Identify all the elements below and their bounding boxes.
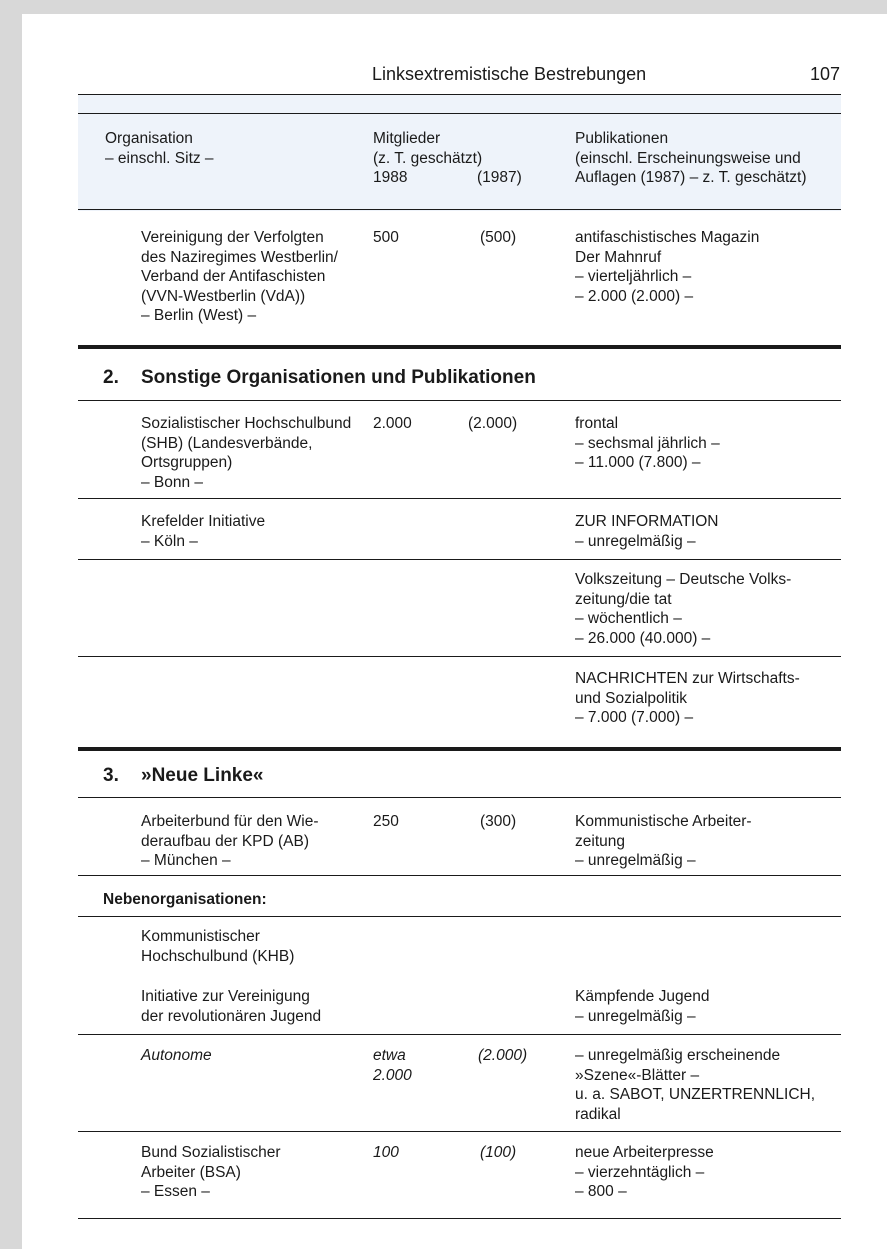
column-header-year-1987: (1987) xyxy=(477,169,522,186)
table-header-top-rule xyxy=(78,113,841,114)
org-krefelder-initiative: Krefelder Initiative – Köln – xyxy=(141,513,266,550)
row-rule xyxy=(78,1034,841,1035)
section-3-title-rule xyxy=(78,797,841,798)
section-3-number: 3. xyxy=(103,765,119,786)
running-head: Linksextremistische Bestrebungen xyxy=(372,64,647,84)
members-1987-bsa: (100) xyxy=(480,1144,517,1161)
row-rule xyxy=(78,656,841,657)
members-1987-autonome: (2.000) xyxy=(478,1047,528,1064)
publication-neue-arbeiterpresse: neue Arbeiterpresse – vierzehntäglich – – 800 – xyxy=(575,1144,714,1200)
section-3-rule xyxy=(78,747,841,751)
section-3-title: »Neue Linke« xyxy=(141,765,264,786)
column-header-publikationen: Publikationen (einschl. Erscheinungsweise und Auflagen (1987) – z. T. geschätzt) xyxy=(575,130,807,186)
org-arbeiterbund-kpd: Arbeiterbund für den Wie- deraufbau der KPD (AB) – München – xyxy=(141,813,319,869)
publication-der-mahnruf: antifaschistisches Magazin Der Mahnruf – vierteljährlich – – 2.000 (2.000) – xyxy=(575,229,760,305)
nebenorganisationen-heading: Nebenorganisationen: xyxy=(103,891,267,908)
members-1987-vvn: (500) xyxy=(480,229,517,246)
column-header-organisation: Organisation – einschl. Sitz – xyxy=(105,130,214,167)
section-2-title-rule xyxy=(78,400,841,401)
table-bottom-rule xyxy=(78,1218,841,1219)
org-khb: Kommunistischer Hochschulbund (KHB) xyxy=(141,928,295,965)
section-2-rule xyxy=(78,345,841,349)
row-rule xyxy=(78,1131,841,1132)
org-initiative-revolutionaere-jugend: Initiative zur Vereinigung der revolutionären Jugend xyxy=(141,988,322,1025)
org-bsa: Bund Sozialistischer Arbeiter (BSA) – Essen – xyxy=(141,1144,281,1200)
nebenorganisationen-rule xyxy=(78,916,841,917)
org-autonome: Autonome xyxy=(141,1047,212,1064)
table-header-bottom-rule xyxy=(78,209,841,210)
row-rule xyxy=(78,559,841,560)
org-shb: Sozialistischer Hochschulbund (SHB) (Landesverbände, Ortsgruppen) – Bonn – xyxy=(141,415,352,491)
members-1988-ab: 250 xyxy=(373,813,399,830)
org-vvn-westberlin: Vereinigung der Verfolgten des Naziregimes Westberlin/ Verband der Antifaschisten (VVN-Westberlin (VdA)) – Berlin (West) – xyxy=(141,229,338,324)
members-1987-ab: (300) xyxy=(480,813,517,830)
page-number: 107 xyxy=(810,64,841,84)
publication-zur-information: ZUR INFORMATION – unregelmäßig – xyxy=(575,513,719,550)
members-1988-vvn: 500 xyxy=(373,229,399,246)
members-1988-shb: 2.000 xyxy=(373,415,412,432)
members-1988-autonome: etwa 2.000 xyxy=(373,1047,412,1084)
publication-nachrichten: NACHRICHTEN zur Wirtschafts- und Sozialpolitik – 7.000 (7.000) – xyxy=(575,670,800,726)
publication-frontal: frontal – sechsmal jährlich – – 11.000 (7.800) – xyxy=(575,415,720,471)
members-1988-bsa: 100 xyxy=(373,1144,399,1161)
column-header-year-1988: 1988 xyxy=(373,169,408,186)
publication-kommunistische-arbeiterzeitung: Kommunistische Arbeiter- zeitung – unregelmäßig – xyxy=(575,813,752,869)
members-1987-shb: (2.000) xyxy=(468,415,518,432)
publication-kaempfende-jugend: Kämpfende Jugend – unregelmäßig – xyxy=(575,988,710,1025)
row-rule xyxy=(78,498,841,499)
section-2-number: 2. xyxy=(103,367,119,388)
publication-volkszeitung: Volkszeitung – Deutsche Volks- zeitung/die tat – wöchentlich – – 26.000 (40.000) – xyxy=(575,571,792,647)
publication-szene-blaetter: – unregelmäßig erscheinende »Szene«-Blätter – u. a. SABOT, UNZERTRENNLICH, radikal xyxy=(575,1047,816,1123)
column-header-mitglieder: Mitglieder (z. T. geschätzt) xyxy=(373,130,483,167)
section-2-title: Sonstige Organisationen und Publikationen xyxy=(141,367,536,388)
row-rule xyxy=(78,875,841,876)
